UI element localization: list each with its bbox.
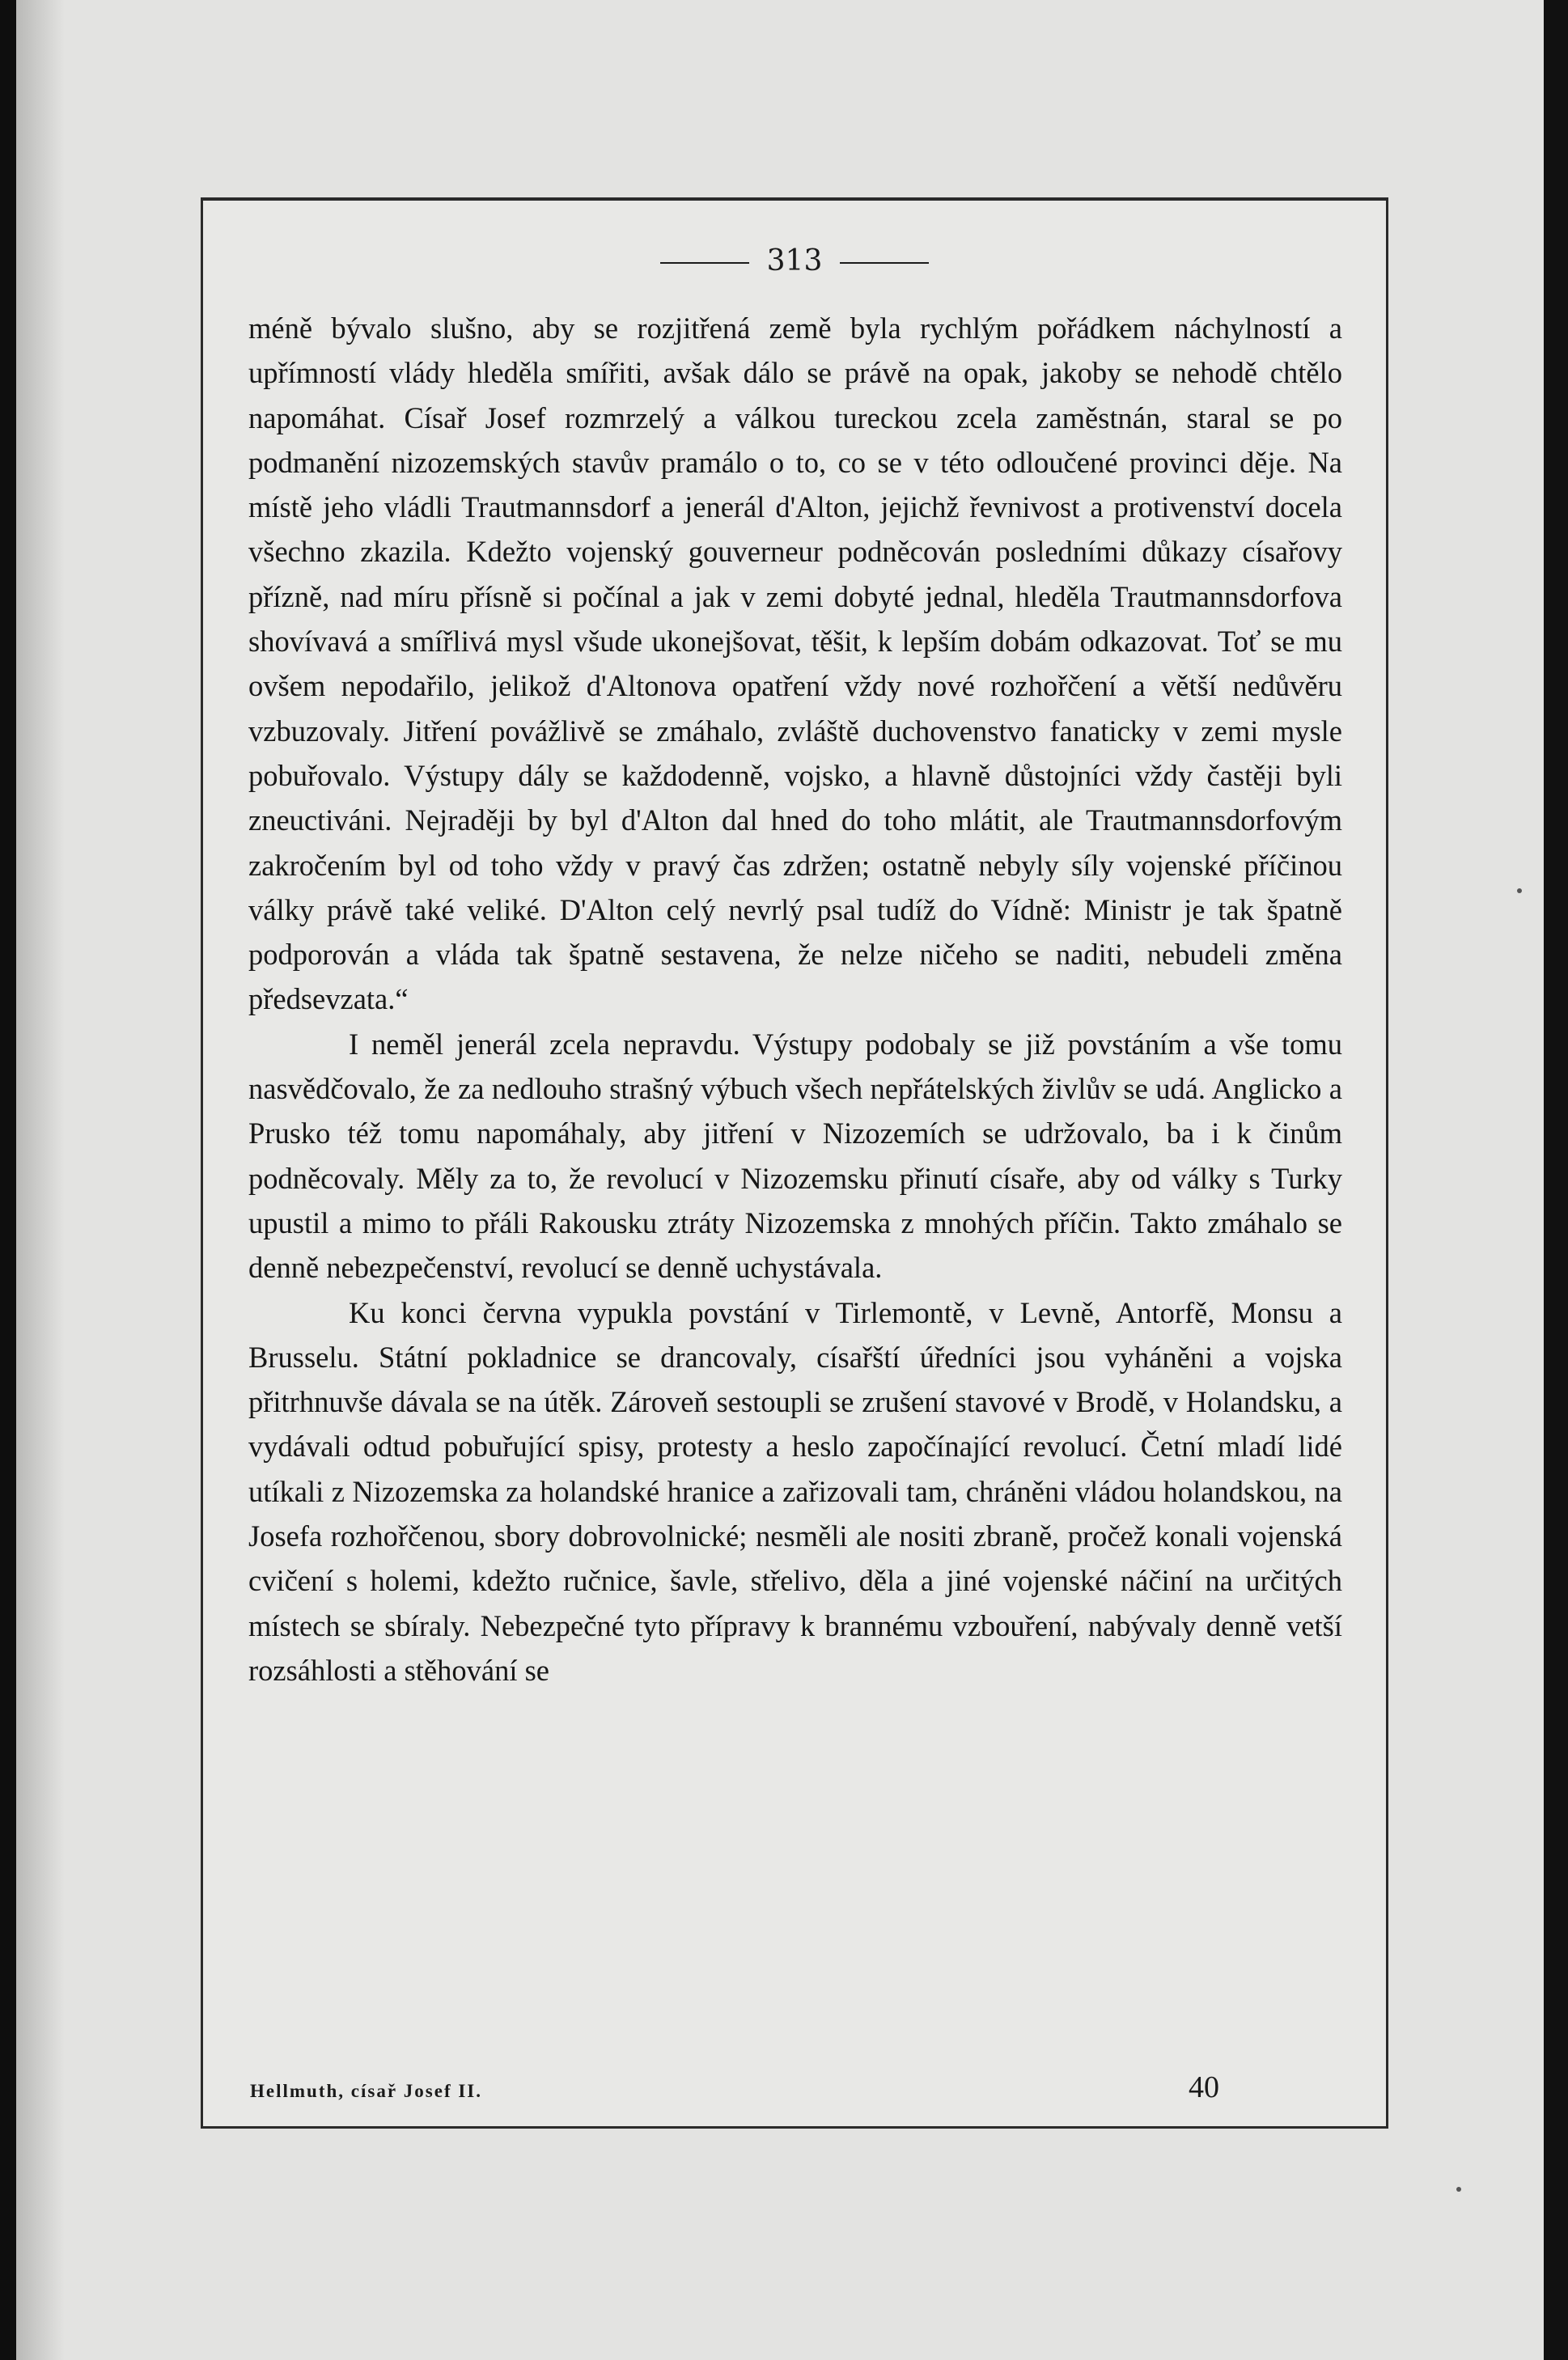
paper-speck [1456, 2187, 1461, 2192]
signature-mark: 40 [1189, 2070, 1219, 2104]
header-rule-left [660, 262, 749, 264]
paragraph: méně bývalo slušno, aby se rozjitřená země byla rychlým pořádkem náchylností a upřímností vlády hleděla smířiti, avšak dálo se právě na opak, jakoby se nehodě chtělo napomáhat. Císař Josef rozmrzelý a válkou tureckou zcela zaměstnán, staral se po podmanění nizozemských stavův pramálo o to, co se v této odloučené provinci děje. Na místě jeho vládli Trautmannsdorf a jenerál d'Alton, jejichž řevnivost a protivenství docela všechno zkazila. Kdežto vojenský gouverneur podněcován posledními důkazy císařovy přízně, nad míru přísně si počínal a jak v zemi dobyté jednal, hleděla Trautmannsdorfova shovívavá a smířlivá mysl všude ukonejšovat, těšit, k lepším dobám odkazovat. Toť se mu ovšem nepodařilo, jelikož d'Altonova opatření vždy nové rozhořčení a větší nedůvěru vzbuzovaly. Jitření povážlivě se zmáhalo, zvláště duchovenstvo fanaticky v zemi mysle pobuřovalo. Výstupy dály se každodenně, vojsko, a hlavně důstojníci vždy častěji byli zneuctiváni. Nejraději by byl d'Alton dal hned do toho mlátit, ale Trautmannsdorfovým zakročením byl od toho vždy v pravý čas zdržen; ostatně nebyly síly vojenské příčinou války právě také veliké. D'Alton celý nevrlý psal tudíž do Vídně: Ministr je tak špatně podporován a vláda tak špatně sestavena, že nelze ničeho se naditi, nebudeli změna předsevzata.“ [248, 311, 1342, 1016]
scan-edge [1544, 0, 1568, 2360]
page-number: 313 [766, 244, 823, 278]
footer-imprint: Hellmuth, císař Josef II. [250, 2081, 483, 2101]
paragraph: Ku konci června vypukla povstání v Tirlemontě, v Levně, Antorfě, Monsu a Brusselu. Státní pokladnice se drancovaly, císařští úředníci jsou vyháněni a vojska přitrhnuvše dávala se na útěk. Zároveň sestoupli se zrušení stavové v Brodě, v Holandsku, a vydávali odtud pobuřující spisy, protesty a heslo započínající revolucí. Četní mladí lidé utíkali z Nizozemska za holandské hranice a zařizovali tam, chráněni vládou holandskou, na Josefa rozhořčenou, sbory dobrovolnické; nesměli ale nositi zbraně, pročež konali vojenská cvičení s holemi, kdežto ručnice, šavle, střelivo, děla a jiné vojenské náčiní na určitých místech se sbíraly. Nebezpečné tyto přípravy k brannému vzbouření, nabývaly denně vetší rozsáhlosti a stěhování se [248, 1295, 1342, 1687]
text-frame [201, 197, 1388, 2129]
page-shadow [16, 0, 65, 2360]
header-rule-right [840, 262, 929, 264]
page-footer [250, 2070, 1334, 2110]
paragraph: I neměl jenerál zcela nepravdu. Výstupy podobaly se již povstáním a vše tomu nasvědčovalo, že za nedlouho strašný výbuch všech nepřátelských živlův se udá. Anglicko a Prusko též tomu napomáhaly, aby jitření v Nizozemích se udržovalo, ba i k činům podněcovaly. Měly za to, že revolucí v Nizozemsku přinutí císaře, aby od války s Turky upustil a mimo to přáli Rakousku ztráty Nizozemska z mnohých příčin. Takto zmáhalo se denně nebezpečenství, revolucí se denně uchystávala. [248, 1027, 1342, 1285]
body-text [248, 306, 1342, 1693]
page-header [203, 244, 1386, 278]
paper-speck [1517, 888, 1522, 893]
